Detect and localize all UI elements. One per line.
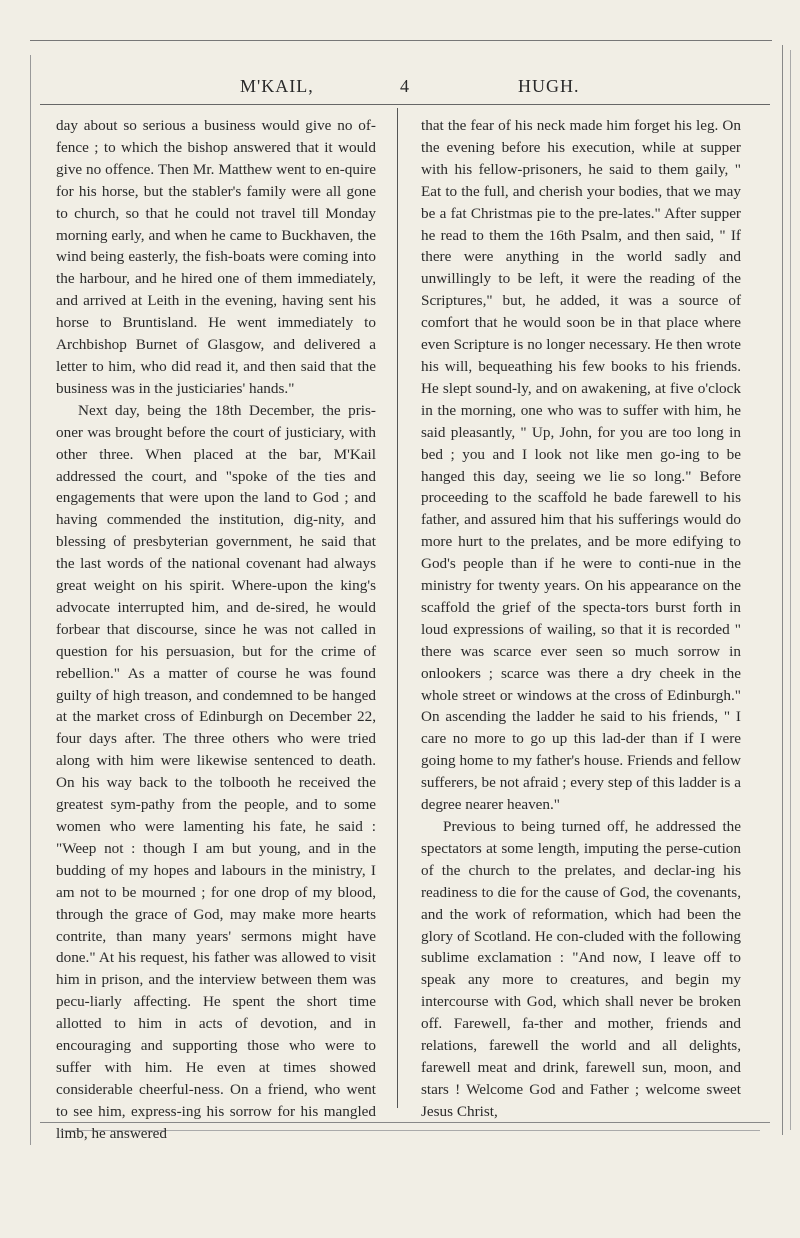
page-frame-left — [30, 55, 31, 1145]
left-paragraph-1: day about so serious a business would give no of-fence ; to which the bishop answered that it would give no offence. Then Mr. Matthew went to en-quire for his horse, but the stabler's family were all gone to church, so that he could not travel till Monday morning early, and when he came to Buckhaven, the wind being easterly, the fish-boats were coming into the harbour, and he hired one of them immediately, and arrived at Leith in the evening, having sent his horse to Bruntisland. He went immediately to Archbishop Burnet of Glasgow, and delivered a letter to him, who did read it, and then said that the business was in the justiciaries' hands." — [56, 117, 376, 397]
right-column — [421, 115, 741, 1123]
left-column — [56, 115, 376, 1145]
running-header — [70, 76, 735, 100]
page-frame-right-outer — [790, 50, 791, 1130]
page-frame-right — [782, 45, 783, 1135]
header-right: HUGH. — [518, 76, 580, 96]
right-paragraph-2: Previous to being turned off, he addressed the spectators at some length, imputing the perse-cution of the church to the prelates, and declar-ing his readiness to die for the cause of God, the covenants, and the work of reformation, which had been the glory of Scotland. He con-cluded with the following sublime exclamation : "And now, I leave off to speak any more to creatures, and begin my intercourse with God, which shall never be broken off. Farewell, fa-ther and mother, friends and relations, farewell the world and all delights, farewell meat and drink, farewell sun, moon, and stars ! Welcome God and Father ; welcome sweet Jesus Christ, — [421, 818, 741, 1120]
column-divider — [397, 108, 398, 1108]
right-paragraph-1: that the fear of his neck made him forget his leg. On the evening before his execution, while at supper with his fellow-prisoners, he said to them gaily, " Eat to the full, and cherish your bodies, that we may be a fat Christmas pie to the pre-lates." After supper he read to them the 16th Psalm, and then said, " If there were anything in the world sadly and unwillingly to be left, it were the reading of the Scriptures," but, he added, it was a source of comfort that he would soon be in that place where even Scripture is no longer necessary. He then wrote his will, bequeathing his few books to his friends. He slept sound-ly, and on awakening, at five o'clock in the morning, one who was to suffer with him, he said pleasantly, " Up, John, for you are too long in bed ; you and I look not like men go-ing to be hanged this day, seeing we lie so long." Before proceeding to the scaffold he bade farewell to his father, and assured him that his sufferings would do more hurt to the prelates, and be more edifying to God's people than if he were to conti-nue in the ministry for twenty years. On his appearance on the scaffold the grief of the specta-tors burst forth in loud expressions of wailing, so that it is recorded " there was scarce ever seen so much sorrow in onlookers ; scarce was there a dry cheek in the whole street or windows at the cross of Edinburgh." On ascending the ladder he said to his friends, " I care no more to go up this lad-der than if I were going home to my father's house. Friends and fellow sufferers, be not afraid ; every step of this ladder is a degree nearer heaven." — [421, 117, 741, 814]
page-number: 4 — [400, 76, 410, 96]
header-left: M'KAIL, — [240, 76, 314, 96]
page-frame-top — [30, 40, 772, 41]
left-paragraph-2: Next day, being the 18th December, the pris-oner was brought before the court of justiciary, with other three. When placed at the bar, M'Kail addressed the court, and "spoke of the ties and engagements that were upon the land to God ; and having commended the institution, dig-nity, and blessing of presbyterian government, he said that the last words of the national covenant had always great weight on his spirit. Where-upon the king's advocate interrupted him, and de-sired, he would forbear that discourse, since he was not called in question for his persuasion, but for the crime of rebellion." As a matter of course he was found guilty of high treason, and condemned to be hanged at the market cross of Edinburgh on December 22, four days after. The three others who were tried along with him were likewise sentenced to death. On his way back to the tolbooth he received the greatest sym-pathy from the people, and to some women who were lamenting his fate, he said : "Weep not : though I am but young, and in the budding of my hopes and labours in the ministry, I am not to be mourned ; for one drop of my blood, through the grace of God, may make more hearts contrite, than many years' sermons might have done." At his request, his father was allowed to visit him in prison, and the interview between them was pecu-liarly affecting. He spent the short time allotted to him in acts of devotion, and in encouraging and supporting those who were to suffer with him. He even at times showed considerable cheerful-ness. On a friend, who went to see him, express-ing his sorrow for his mangled limb, he answered — [56, 401, 376, 1142]
header-rule — [40, 104, 770, 105]
